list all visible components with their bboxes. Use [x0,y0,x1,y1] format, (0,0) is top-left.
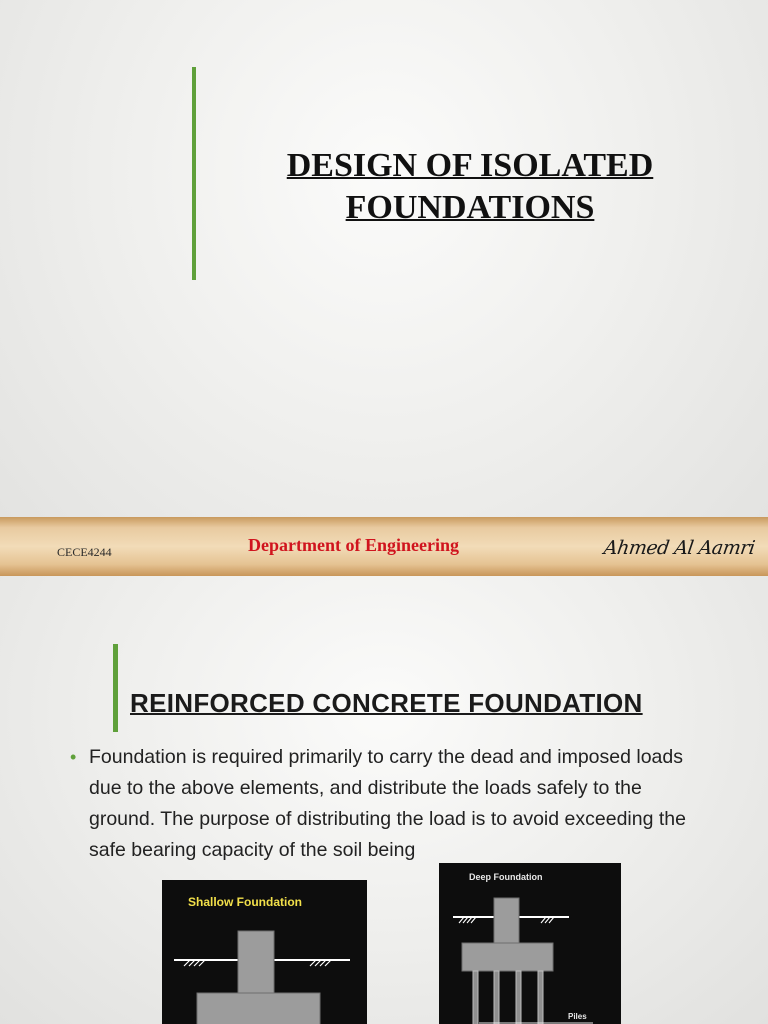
bullet-list [70,742,700,866]
piles [473,971,543,1024]
deep-foundation-label: Deep Foundation [469,872,543,882]
accent-bar [192,67,196,280]
footing [197,993,320,1024]
deep-foundation-figure [439,863,621,1024]
column [494,898,519,943]
shallow-foundation-diagram [162,880,367,1024]
footer-band [0,517,768,576]
pile-cap [462,943,553,971]
department-name: Department of Engineering [248,535,459,555]
slide-title [200,145,740,229]
bullet-item [70,742,700,866]
course-code: CECE4244 [57,545,112,559]
deep-foundation-diagram [439,863,621,1024]
column [238,931,274,993]
slide-title-line-2: FOUNDATIONS [345,189,595,226]
accent-bar [113,644,118,732]
bullet-text: Foundation is required primarily to carry the dead and imposed loads due to the above elements, and distribute the loads safely to the ground. The purpose of distributing the load is to avoid exceeding the safe bearing capacity of the soil being [89,746,686,861]
content-slide [0,576,768,1024]
author-signature: Ahmed Al Aamri [601,537,756,559]
bullet-dot-icon: • [70,747,77,767]
shallow-foundation-figure [162,880,367,1024]
shallow-foundation-label: Shallow Foundation [188,895,302,909]
piles-label: Piles [568,1012,587,1021]
slide-heading: REINFORCED CONCRETE FOUNDATION [130,688,643,718]
slide-title-line-1: DESIGN OF ISOLATED [286,147,654,184]
